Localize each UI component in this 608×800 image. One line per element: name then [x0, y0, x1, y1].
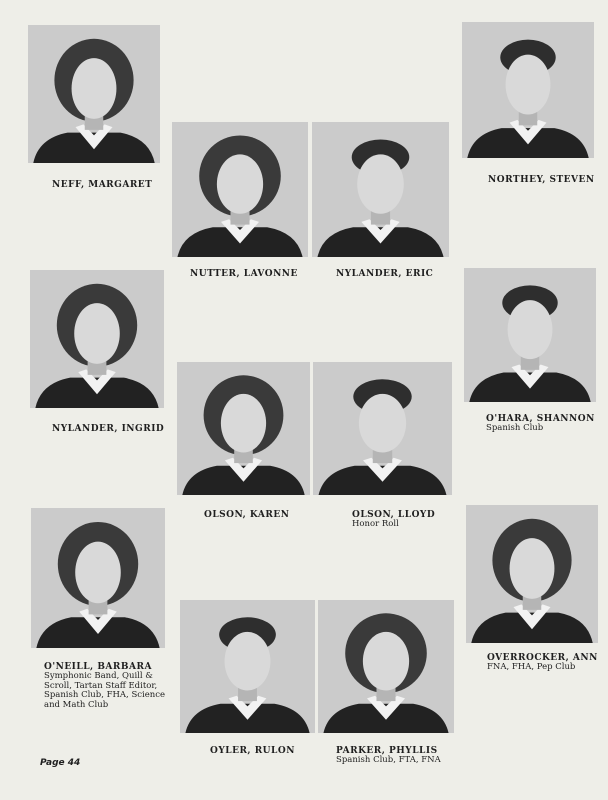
face-shape [357, 154, 404, 213]
portrait-photo [462, 22, 594, 158]
face-shape [359, 394, 406, 453]
portrait-photo [172, 122, 308, 257]
face-shape [506, 55, 551, 115]
portrait-photo [30, 270, 164, 408]
student-name: NYLANDER, ERIC [336, 269, 434, 279]
student-name: NUTTER, LAVONNE [190, 269, 298, 279]
student-name: O'NEILL, BARBARA [44, 662, 152, 672]
student-activities: Spanish Club, FHA, Science [44, 690, 166, 700]
portrait-photo [31, 508, 165, 648]
face-shape [225, 632, 271, 691]
portrait-photo [466, 505, 598, 643]
portrait-oneill-barbara [31, 508, 165, 648]
student-activities: and Math Club [44, 699, 109, 710]
portrait-nylander-eric [312, 122, 449, 257]
face-shape [74, 303, 120, 364]
student-activities: Scroll, Tartan Staff Editor, [44, 680, 158, 691]
caption-oneill-barbara [44, 662, 165, 710]
student-activities: FNA, FHA, Pep Club [487, 662, 576, 672]
page-number: Page 44 [40, 758, 81, 768]
portrait-photo [28, 25, 160, 163]
caption-nylander-ingrid [52, 424, 164, 434]
portrait-photo [313, 362, 452, 495]
caption-parker-phyllis [336, 746, 441, 766]
face-shape [510, 538, 555, 599]
portrait-olson-lloyd [313, 362, 452, 495]
student-name: NORTHEY, STEVEN [488, 175, 595, 185]
face-shape [221, 394, 266, 453]
student-name: OVERROCKER, ANN [487, 653, 598, 663]
student-name: OLSON, KAREN [204, 510, 290, 520]
portrait-photo [312, 122, 449, 257]
student-activities: Honor Roll [352, 519, 399, 529]
student-name: OYLER, RULON [210, 746, 295, 756]
caption-oyler-rulon [210, 746, 295, 756]
face-shape [363, 632, 409, 691]
portrait-ohara-shannon [464, 268, 596, 402]
portrait-photo [180, 600, 315, 733]
face-shape [75, 542, 121, 604]
portrait-overrocker-ann [466, 505, 598, 643]
student-name: O'HARA, SHANNON [486, 414, 595, 424]
caption-overrocker-ann [487, 653, 598, 673]
student-name: NYLANDER, INGRID [52, 424, 165, 434]
caption-olson-lloyd [352, 510, 435, 530]
caption-olson-karen [204, 510, 289, 520]
caption-nylander-eric [336, 269, 433, 279]
portrait-olson-karen [177, 362, 310, 495]
portrait-northey-steven [462, 22, 594, 158]
student-activities: Symphonic Band, Quill & [44, 671, 153, 681]
caption-nutter-lavonne [190, 269, 298, 279]
portrait-nutter-lavonne [172, 122, 308, 257]
student-activities: Spanish Club [486, 423, 544, 433]
face-shape [72, 58, 117, 119]
portrait-neff-margaret [28, 25, 160, 163]
student-name: OLSON, LLOYD [352, 510, 436, 520]
caption-neff-margaret [52, 180, 152, 190]
caption-ohara-shannon [486, 414, 595, 434]
caption-northey-steven [488, 175, 595, 185]
portrait-nylander-ingrid [30, 270, 164, 408]
portrait-photo [177, 362, 310, 495]
face-shape [217, 154, 263, 213]
portrait-oyler-rulon [180, 600, 315, 733]
student-name: PARKER, PHYLLIS [336, 746, 438, 756]
face-shape [508, 300, 553, 359]
portrait-photo [318, 600, 454, 733]
portrait-parker-phyllis [318, 600, 454, 733]
student-name: NEFF, MARGARET [52, 180, 153, 190]
student-activities: Spanish Club, FTA, FNA [336, 755, 441, 765]
portrait-photo [464, 268, 596, 402]
